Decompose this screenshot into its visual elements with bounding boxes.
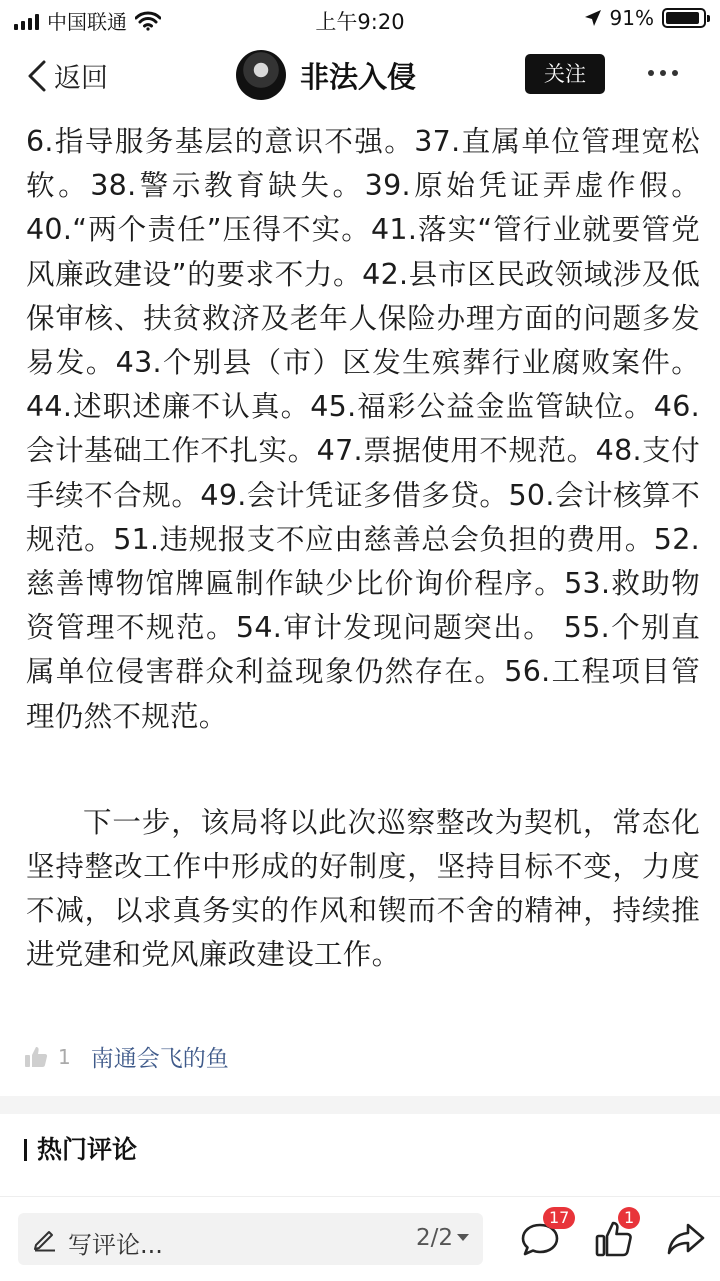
location-icon [584,9,602,27]
status-right [584,6,706,30]
page-indicator-label: 2/2 [415,1225,453,1251]
thumb-up-icon[interactable] [24,1045,48,1069]
likes-row [24,1040,229,1073]
back-button[interactable] [26,56,108,95]
page-indicator[interactable] [416,1225,469,1251]
article-paragraph: 下一步，该局将以此次巡察整改为契机，常态化坚持整改工作中形成的好制度，坚持目标不变，力度不减，以求真务实的作风和锲而不舍的精神，持续推进党建和党风廉政建设工作。 [26,805,700,972]
status-bar [0,0,720,36]
bottom-bar [0,1196,720,1281]
follow-button[interactable]: 关注 [525,54,605,94]
comment-placeholder: 写评论... [68,1231,163,1259]
like-count-badge: 1 [618,1207,640,1229]
section-divider [0,1096,720,1114]
avatar[interactable] [236,50,286,100]
author-name[interactable]: 非法入侵 [300,59,417,94]
more-icon[interactable] [648,70,678,76]
article-paragraph: 6.指导服务基层的意识不强。37.直属单位管理宽松软。38.警示教育缺失。39.原始凭证弄虚作假。40.“两个责任”压得不实。41.落实“管行业就要管党风廉政建设”的要求不力。42.县市区民政领域涉及低保审核、扶贫救济及老年人保险办理方面的问题多发易发。43.个别县（市）区发生殡葬行业腐败案件。44.述职述廉不认真。45.福彩公益金监管缺位。46.会计基础工作不扎实。47.票据使用不规范。48.支付手续不合规。49.会计凭证多借多贷。50.会计核算不规范。51.违规报支不应由慈善总会负担的费用。52.慈善博物馆牌匾制作缺少比价询价程序。53.救助物资管理不规范。54.审计发现问题突出。 55.个别直属单位侵害群众利益现象仍然存在。56.工程项目管理仍然不规范。 [26,125,700,733]
like-count: 1 [58,1044,71,1069]
article-body [26,120,700,978]
back-label: 返回 [54,63,108,94]
back-chevron-icon [26,59,48,93]
liker-name[interactable]: 南通会飞的鱼 [90,1046,229,1072]
comment-input[interactable] [18,1213,483,1265]
caret-down-icon [457,1234,469,1241]
share-icon[interactable] [666,1219,706,1259]
battery-icon [662,8,706,28]
hot-comments-title [24,1130,137,1166]
hot-comments-label: 热门评论 [37,1135,138,1164]
carrier-label: 中国联通 [47,10,127,34]
nav-bar [0,40,720,110]
pencil-icon [32,1226,58,1252]
author-info[interactable] [236,50,416,100]
status-time: 上午9:20 [315,10,405,34]
comment-count-badge: 17 [543,1207,575,1229]
title-bar [24,1139,27,1161]
battery-percent: 91% [609,6,654,30]
